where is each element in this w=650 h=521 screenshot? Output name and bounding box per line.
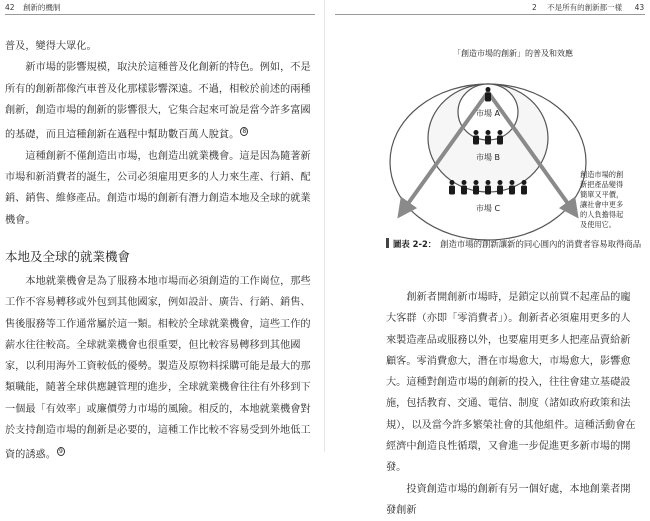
chapter-number: 2 <box>532 3 537 12</box>
right-body <box>386 287 640 521</box>
caption-text: 創造市場的創新讓新的同心圓內的消費者容易取得商品 <box>440 239 642 249</box>
caption-label: 圖表 2-2： <box>393 239 437 249</box>
paragraph: 這種創新不僅創造出市場，也創造出就業機會。這是因為隨著新市場和新消費者的誕生，公司必須雇用更多的人力來生產、行銷、配銷、銷售、維修產品。創造市場的創新有潛力創造本地及全球的就業機會。 <box>5 150 311 226</box>
market-a-label: 市場 A <box>475 109 500 118</box>
figure-caption <box>386 238 641 250</box>
left-page-number: 42 <box>5 3 15 12</box>
person-icon <box>473 130 479 145</box>
person-icon <box>461 180 467 195</box>
left-page <box>0 0 325 461</box>
section-heading: 本地及全球的就業機會 <box>5 249 131 264</box>
person-icon <box>485 130 491 145</box>
book-title: 創新的機制 <box>22 3 61 12</box>
footnote-marker: 8 <box>242 128 247 136</box>
people-market-a <box>485 87 491 102</box>
person-icon <box>473 180 479 195</box>
figure-title: 「創造市場的創新」的普及和效應 <box>453 49 573 58</box>
left-body-top <box>5 36 315 231</box>
market-b-label: 市場 B <box>475 153 501 162</box>
person-icon <box>449 180 455 195</box>
paragraph: 投資創造市場的創新有另一個好處，本地創業者開發創新 <box>386 483 631 516</box>
right-header-rule <box>335 14 645 15</box>
paragraph: 創新者開創新市場時，是鎖定以前買不起產品的龐大客群（亦即「零消費者」）。創新者必須雇用更多的人來製造產品或服務以外，也要雇用更多人把產品賣給新顧客。零消費愈大，潛在市場愈大，市場愈大，影響愈大。這種對創造市場的創新的投入，往往會建立基礎設施，包括教育、交通、電信、制度（諸如政府政策和法規），以及當今許多繁榮社會的其他組件。這種活動會在經濟中創造良性循環，又會進一步促進更多新市場的開發。 <box>386 292 636 474</box>
chapter-title: 不是所有的創新都一樣 <box>547 3 623 12</box>
person-icon <box>497 180 503 195</box>
person-icon <box>509 180 515 195</box>
person-icon <box>521 180 527 195</box>
figure-annotation: 創造市場的創新把產品變得簡單又平價，讓社會中更多的人負擔得起及使用它。 <box>580 170 624 229</box>
footnote-marker: 9 <box>58 448 63 456</box>
right-page-header <box>532 2 644 13</box>
right-page-number: 43 <box>634 3 645 12</box>
person-icon <box>485 87 491 102</box>
person-icon <box>485 180 491 195</box>
left-body-bottom <box>5 271 315 466</box>
left-header-rule <box>5 14 315 15</box>
paragraph: 普及，變得大眾化。 <box>5 41 97 52</box>
left-page-header <box>5 2 60 13</box>
market-c-label: 市場 C <box>475 204 501 213</box>
person-icon <box>497 130 503 145</box>
people-market-b <box>473 130 503 145</box>
paragraph: 新市場的影響規模，取決於這種普及化創新的特色。例如，不是所有的創新都像汽車普及化那樣影響深遠。不過，相較於前述的兩種創新，創造市場的創新的影響很大，它集合起來可說是當今許多富國的基礎，而且這種創新在過程中幫助數百萬人脫貧。 $^8$ <box>5 62 311 141</box>
paragraph: 本地就業機會是為了服務本地市場而必須創造的工作崗位，那些工作不容易轉移或外包到其他國家，例如設計、廣告、行銷、銷售、售後服務等工作通常屬於這一類。相較於全球就業機會，這些工作的薪水往往較高。全球就業機會也很重要，但比較容易轉移到其他國家，以利用海外工資較低的優勢。製造及原物料採購可能是最大的那類職能，隨著全球供應鏈管理的進步，全球就業機會往往有外移到下一個最「有效率」或廉價勞力市場的風險。相反的，本地就業機會對於支持創造市場的創新是必要的，這種工作比較不容易受到外地低工資的誘惑。 $^9$ <box>5 276 311 461</box>
caption-bar <box>386 238 389 248</box>
